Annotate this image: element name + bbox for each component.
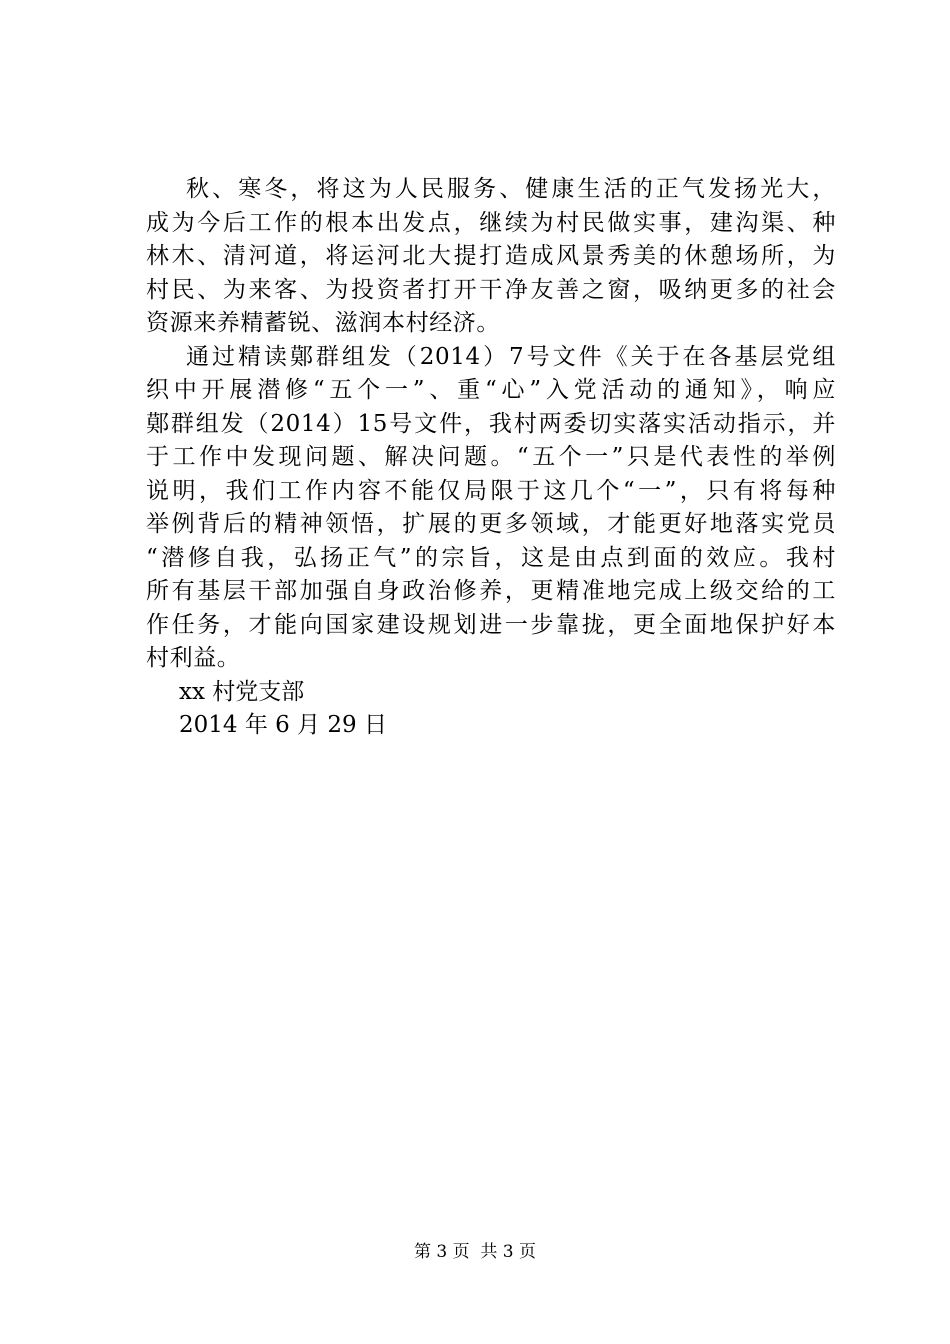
paragraph-line: 作任务，才能向国家建设规划进一步靠拢，更全面地保护好本 (146, 611, 836, 638)
paragraph-line: “潜修自我，弘扬正气”的宗旨，这是由点到面的效应。我村 (146, 544, 836, 571)
paragraph-line: 村民、为来客、为投资者打开干净友善之窗，吸纳更多的社会 (146, 276, 836, 303)
paragraph-line: 举例背后的精神领悟，扩展的更多领域，才能更好地落实党员 (146, 511, 836, 537)
paragraph-line: 织中开展潜修“五个一”、重“心”入党活动的通知》，响应 (146, 377, 836, 403)
signature-date: 2014 年 6 月 29 日 (179, 712, 387, 738)
paragraph-line: 成为今后工作的根本出发点，继续为村民做实事，建沟渠、种 (146, 209, 836, 236)
paragraph-line: 村利益。 (146, 645, 241, 671)
paragraph-line: 通过精读鄚群组发（2014）7号文件《关于在各基层党组 (186, 343, 836, 370)
paragraph-line: 于工作中发现问题、解决问题。“五个一”只是代表性的举例 (146, 444, 836, 470)
paragraph-line: 说明，我们工作内容不能仅局限于这几个“一”，只有将每种 (146, 477, 836, 504)
paragraph-1 (146, 173, 836, 341)
paragraph-2 (146, 341, 836, 676)
paragraph-line: 资源来养精蓄锐、滋润本村经济。 (146, 310, 500, 336)
paragraph-line: 鄚群组发（2014）15号文件，我村两委切实落实活动指示，并 (146, 410, 836, 437)
paragraph-line: 秋、寒冬，将这为人民服务、健康生活的正气发扬光大， (186, 176, 836, 202)
paragraph-line: 林木、清河道，将运河北大提打造成风景秀美的休憩场所，为 (146, 243, 836, 269)
signature-block (146, 676, 836, 743)
paragraph-line: 所有基层干部加强自身政治修养，更精准地完成上级交给的工 (146, 578, 836, 604)
signature-organization: xx 村党支部 (179, 678, 305, 705)
document-body (146, 173, 836, 743)
page-footer: 第 3 页 共 3 页 (413, 1242, 537, 1262)
